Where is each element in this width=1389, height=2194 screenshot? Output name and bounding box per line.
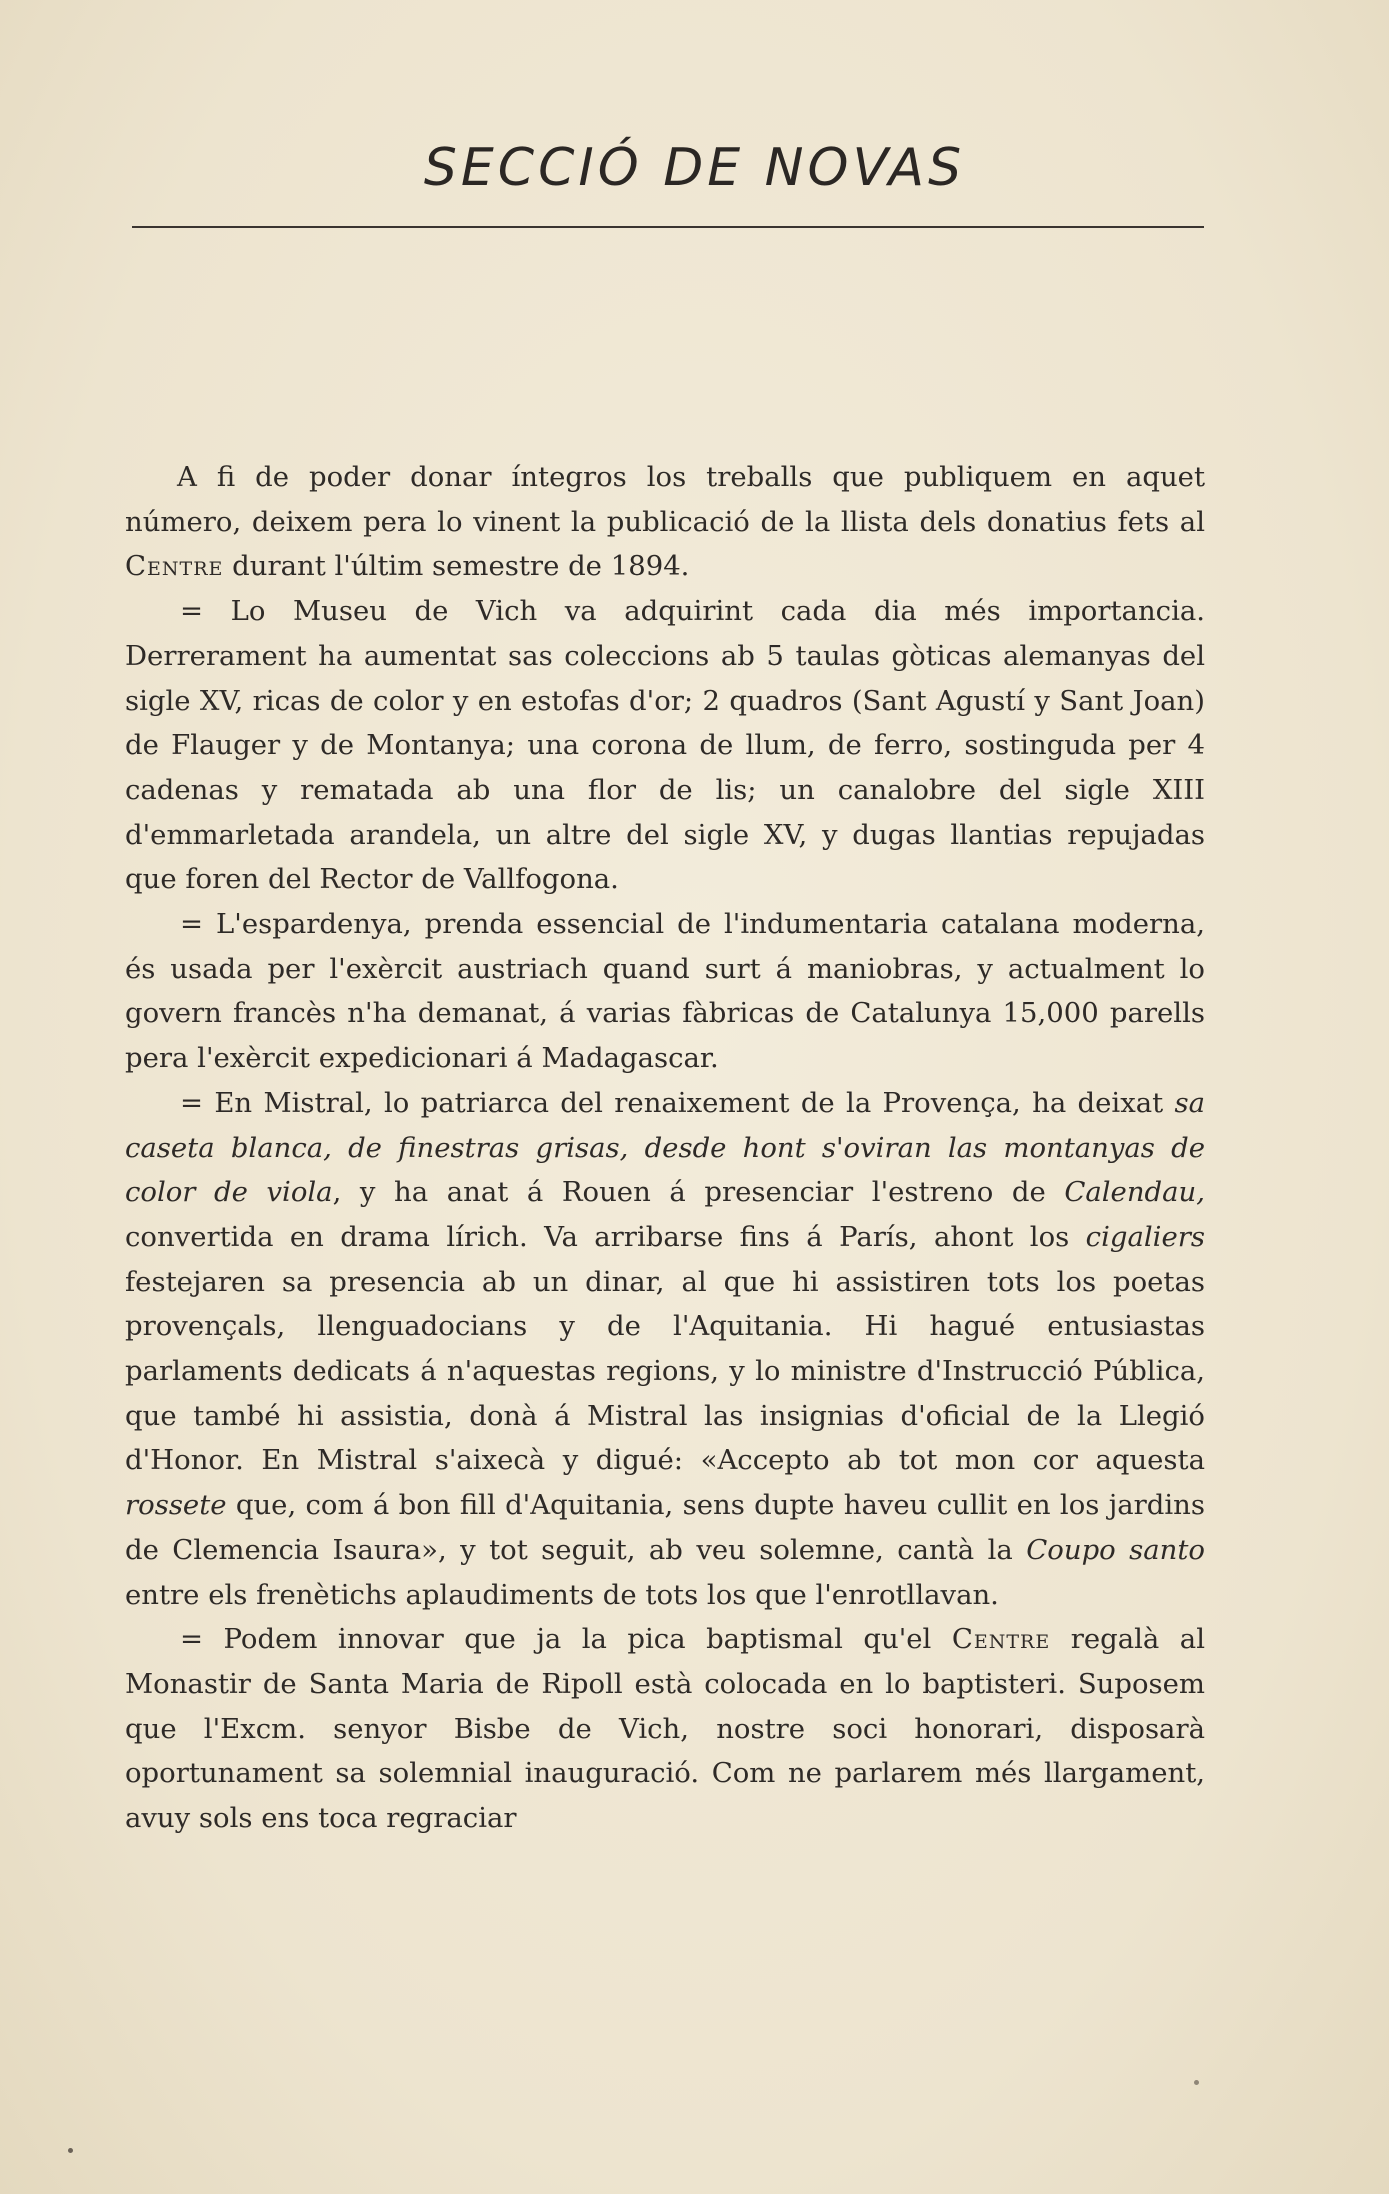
article-body	[125, 455, 1205, 1841]
paragraph-mistral: = En Mistral, lo patriarca del renaixement de la Provença, ha deixat sa caseta blanca, de finestras grisas, desde hont s'oviran las montanyas de color de viola, y ha anat á Rouen á presenciar l'estreno de Calendau, convertida en drama lírich. Va arribarse fins á París, ahont los cigaliers festejaren sa presencia ab un dinar, al que hi assistiren tots los poetas provençals, llenguadocians y de l'Aquitania. Hi hagué entusiastas parlaments dedicats á n'aquestas regions, y lo ministre d'Instrucció Pública, que també hi assistia, donà á Mistral las insignias d'oficial de la Llegió d'Honor. En Mistral s'aixecà y digué: «Accepto ab tot mon cor aquesta rossete que, com á bon fill d'Aquitania, sens dupte haveu cullit en los jardins de Clemencia Isaura», y tot seguit, ab veu solemne, cantà la Coupo santo entre els frenètichs aplaudiments de tots los que l'enrotllavan.	[125, 1086, 1205, 1611]
paragraph-donations: A fi de poder donar íntegros los treballs que publiquem en aquet número, deixem pera lo vinent la publicació de la llista dels donatius fets al Centre durant l'últim semestre de 1894.	[125, 461, 1205, 583]
paragraph-espardenya: = L'espardenya, prenda essencial de l'indumentaria catalana moderna, és usada per l'exèrcit austriach quand surt á maniobras, y actualment lo govern francès n'ha demanat, á varias fàbricas de Catalunya 15,000 parells pera l'exèrcit expedicionari á Madagascar.	[125, 908, 1205, 1075]
paper-speck	[1194, 2080, 1199, 2085]
title-rule	[132, 226, 1204, 228]
paragraph-pica-baptismal: = Podem innovar que ja la pica baptismal qu'el Centre regalà al Monastir de Santa Maria de Ripoll està colocada en lo baptisteri. Suposem que l'Excm. senyor Bisbe de Vich, nostre soci honorari, disposarà oportunament sa solemnial inauguració. Com ne parlarem més llargament, avuy sols ens toca regraciar	[125, 1623, 1205, 1835]
centre-smallcaps: Centre	[125, 550, 224, 583]
paragraph-museu-vich: = Lo Museu de Vich va adquirint cada dia més importancia. Derrerament ha aumentat sas coleccions ab 5 taulas gòticas alemanyas del sigle XV, ricas de color y en estofas d'or; 2 quadros (Sant Agustí y Sant Joan) de Flauger y de Montanya; una corona de llum, de ferro, sostinguda per 4 cadenas y rematada ab una flor de lis; un canalobre del sigle XIII d'emmarletada arandela, un altre del sigle XV, y dugas llantias repujadas que foren del Rector de Vallfogona.	[125, 595, 1205, 896]
centre-smallcaps: Centre	[951, 1623, 1051, 1656]
paper-speck	[68, 2148, 73, 2153]
section-title: SECCIÓ DE NOVAS	[423, 138, 966, 198]
